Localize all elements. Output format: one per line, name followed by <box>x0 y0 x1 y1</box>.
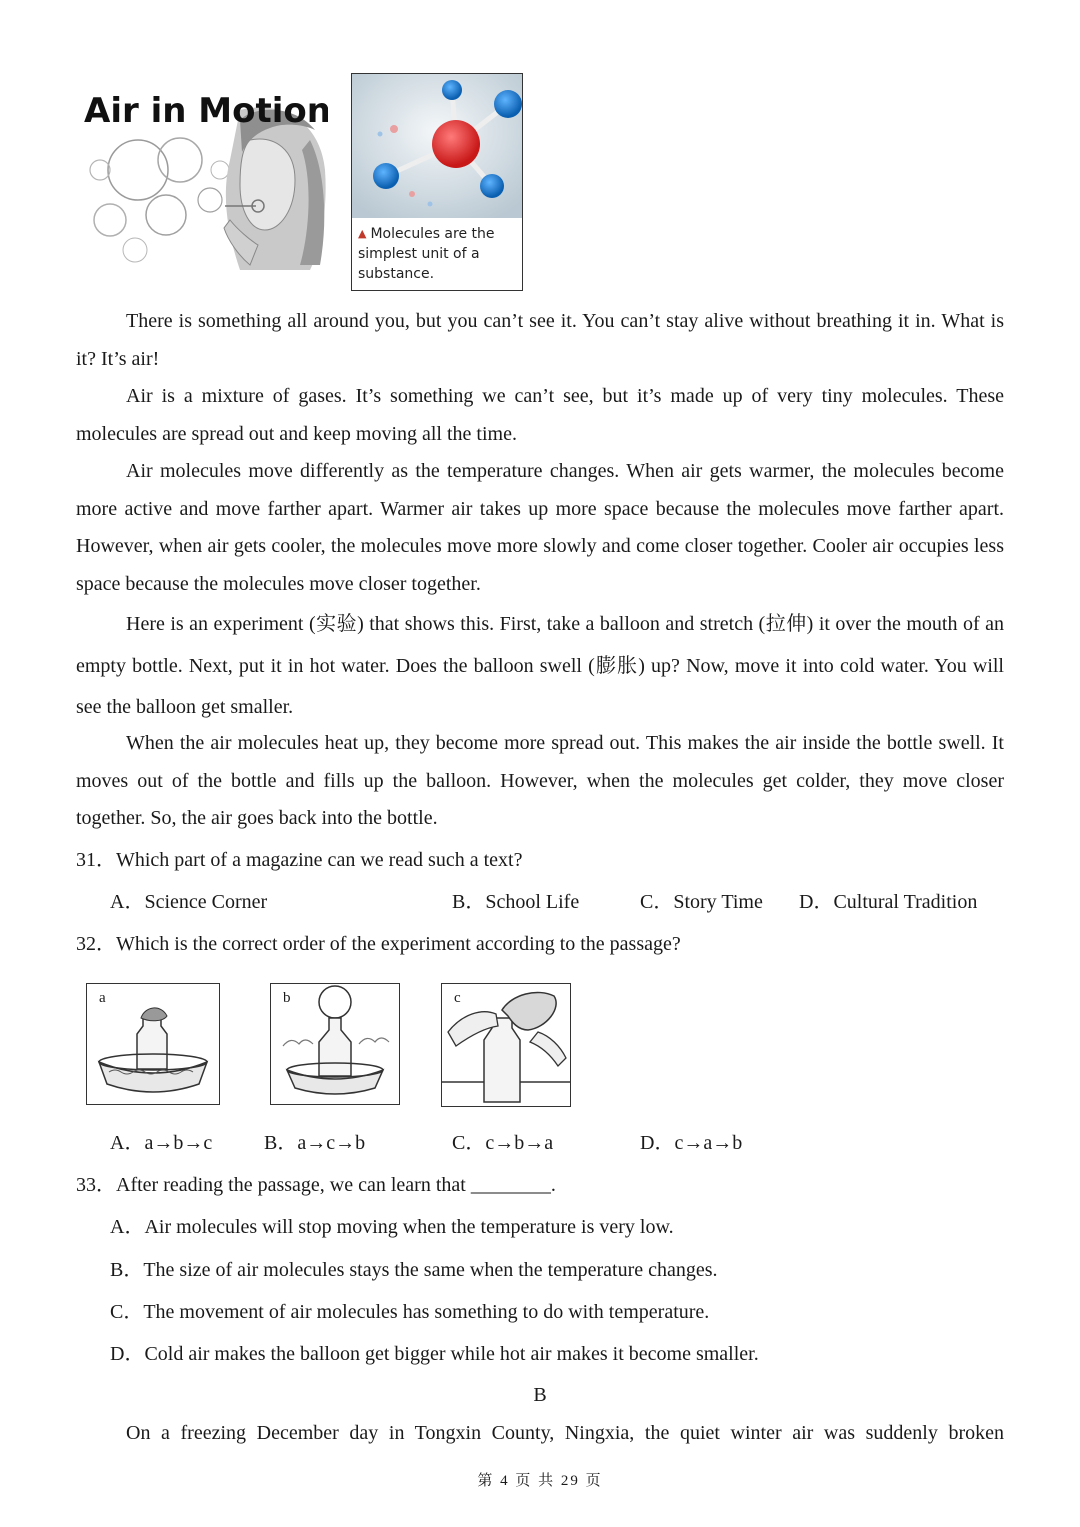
q33-option-c[interactable]: C．The movement of air molecules has something to do with temperature. <box>110 1301 710 1323</box>
air-in-motion-title: Air in Motion <box>84 91 328 131</box>
air-in-motion-illustration <box>80 80 328 272</box>
q33-option-d[interactable]: D．Cold air makes the balloon get bigger while hot air makes it become smaller. <box>110 1343 759 1365</box>
q31-option-b[interactable]: B．School Life <box>452 891 580 913</box>
caption-triangle-icon: ▲ <box>358 227 367 240</box>
passage-paragraph-2: Air is a mixture of gases. It’s something we can’t see, but it’s made up of very tiny molecules. These molecules are spread out and keep moving all the time. <box>76 385 1004 445</box>
passage-paragraph-5: When the air molecules heat up, they become more spread out. This makes the air inside the bottle swell. It moves out of the bottle and fills up the balloon. However, when the molecules get colder, they move closer together. So, the air goes back into the bottle. <box>76 732 1004 830</box>
figure-b-label: b <box>283 990 291 1006</box>
q31-option-c[interactable]: C．Story Time <box>640 891 763 913</box>
q32-option-c[interactable]: C．c→b→a <box>452 1132 554 1154</box>
q33-option-a[interactable]: A．Air molecules will stop moving when the temperature is very low. <box>110 1216 674 1238</box>
hands-stretching-balloon-image <box>442 984 570 1106</box>
caption-text: Molecules are the simplest unit of a substance. <box>358 226 495 282</box>
experiment-figure-b <box>270 983 400 1105</box>
question-33-stem: 33．After reading the passage, we can learn that ________. <box>76 1174 556 1196</box>
girl-blowing-bubbles-image <box>80 80 328 272</box>
bottle-in-bowl-image <box>87 984 219 1104</box>
section-b-label: B <box>533 1384 547 1406</box>
q31-option-a[interactable]: A．Science Corner <box>110 891 268 913</box>
page-footer: 第 4 页 共 29 页 <box>477 1473 603 1489</box>
molecule-figure <box>351 73 523 291</box>
figure-c-label: c <box>454 990 461 1006</box>
experiment-figure-a <box>86 983 220 1105</box>
q33-option-b[interactable]: B．The size of air molecules stays the same when the temperature changes. <box>110 1259 718 1281</box>
question-32-stem: 32．Which is the correct order of the experiment according to the passage? <box>76 933 681 955</box>
q32-option-d[interactable]: D．c→a→b <box>640 1132 743 1154</box>
passage-paragraph-1: There is something all around you, but you can’t see it. You can’t stay alive without breathing it in. What is it? It’s air! <box>76 310 1004 370</box>
q32-option-a[interactable]: A．a→b→c <box>110 1132 213 1154</box>
section-b-first-line: On a freezing December day in Tongxin County, Ningxia, the quiet winter air was suddenly broken <box>126 1422 1004 1444</box>
figure-a-label: a <box>99 990 106 1006</box>
question-31-stem: 31．Which part of a magazine can we read such a text? <box>76 849 523 871</box>
passage-paragraph-4: Here is an experiment (实验) that shows this. First, take a balloon and stretch (拉伸) it over the mouth of an empty bottle. Next, put it in hot water. Does the balloon swell (膨胀) up? Now, move it into cold water. You will see the balloon get smaller. <box>76 613 1004 718</box>
molecule-image <box>352 74 522 218</box>
q31-option-d[interactable]: D．Cultural Tradition <box>799 891 978 913</box>
experiment-figure-c <box>441 983 571 1107</box>
q32-option-b[interactable]: B．a→c→b <box>264 1132 366 1154</box>
molecule-caption <box>358 224 518 284</box>
passage-paragraph-3: Air molecules move differently as the temperature changes. When air gets warmer, the molecules become more active and move farther apart. Warmer air takes up more space because the molecules move farther apart. However, when air gets cooler, the molecules move more slowly and come closer together. Cooler air occupies less space because the molecules move closer together. <box>76 460 1004 595</box>
